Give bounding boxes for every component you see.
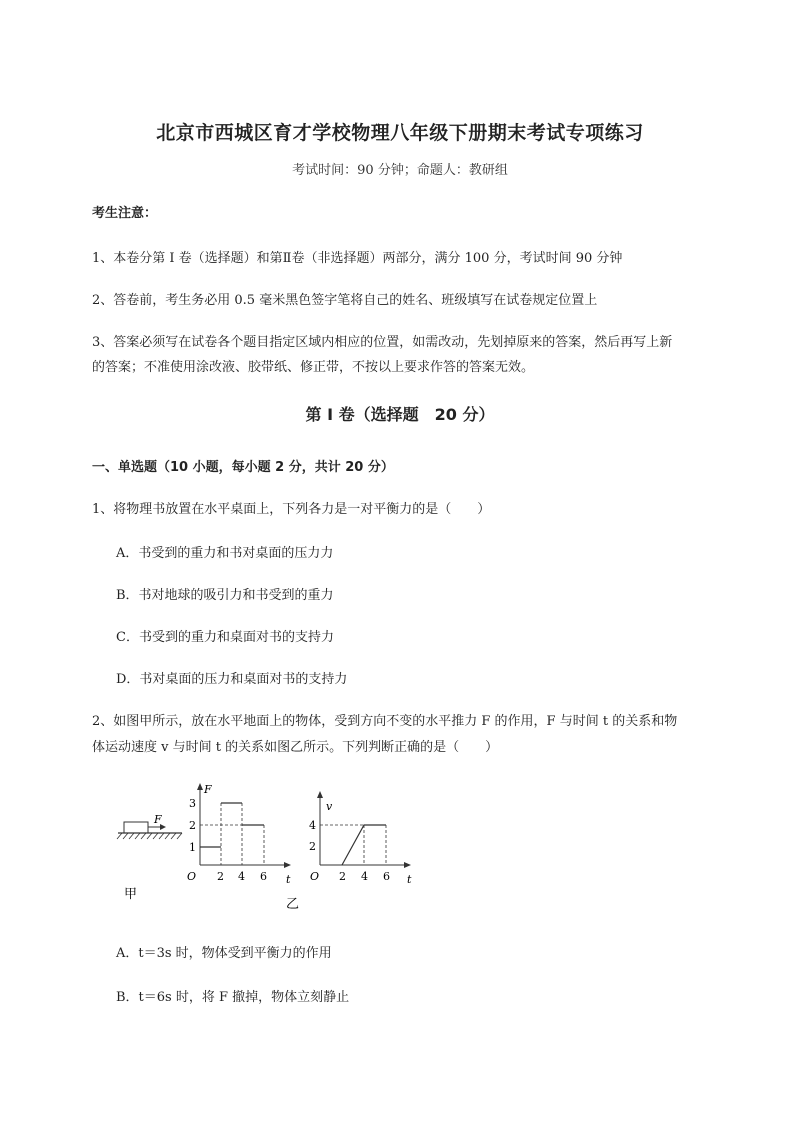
ft-y-label: F xyxy=(204,783,212,796)
vt-origin: O xyxy=(310,870,320,883)
option-d: D．书对桌面的压力和桌面对书的支持力 xyxy=(116,672,348,687)
exam-subtitle: 考试时间：90 分钟；命题人：教研组 xyxy=(292,163,508,178)
option-c: C．书受到的重力和桌面对书的支持力 xyxy=(116,630,334,645)
vt-x-tick: 4 xyxy=(361,870,368,883)
section-title: 第 I 卷（选择题 20 分） xyxy=(305,405,495,424)
question-stem: 1、将物理书放置在水平桌面上，下列各力是一对平衡力的是（ ） xyxy=(92,502,491,517)
figure-label-yi: 乙 xyxy=(286,897,300,912)
notice-item: 3、答案必须写在试卷各个题目指定区域内相应的位置，如需改动，先划掉原来的答案，然后再写上新 xyxy=(92,335,673,350)
vt-y-tick: 4 xyxy=(309,819,316,832)
option-b: B．t＝6s 时，将 F 撤掉，物体立刻静止 xyxy=(116,990,350,1005)
vt-graph xyxy=(286,791,412,912)
vt-x-label: t xyxy=(407,873,412,886)
ft-y-tick: 2 xyxy=(189,819,196,832)
ft-x-tick: 6 xyxy=(260,870,267,883)
notice-item: 2、答卷前，考生务必用 0.5 毫米黑色签字笔将自己的姓名、班级填写在试卷规定位置上 xyxy=(92,293,598,308)
option-b: B．书对地球的吸引力和书受到的重力 xyxy=(116,588,334,603)
ft-x-tick: 2 xyxy=(217,870,224,883)
vt-y-tick: 2 xyxy=(309,840,316,853)
figure-jia xyxy=(117,813,182,902)
page-title: 北京市西城区育才学校物理八年级下册期末考试专项练习 xyxy=(156,122,644,144)
vt-x-tick: 6 xyxy=(383,870,390,883)
question-figure xyxy=(110,780,430,915)
option-a: A．书受到的重力和书对桌面的压力力 xyxy=(116,546,334,561)
figure-label-jia: 甲 xyxy=(124,887,138,902)
notice-item-continued: 的答案；不准使用涂改液、胶带纸、修正带，不按以上要求作答的答案无效。 xyxy=(92,360,535,375)
question-stem-continued: 体运动速度 v 与时间 t 的关系如图乙所示。下列判断正确的是（ ） xyxy=(92,740,499,755)
ft-x-label: t xyxy=(286,873,291,886)
ft-x-tick: 4 xyxy=(238,870,245,883)
ft-y-tick: 3 xyxy=(189,797,196,810)
force-label: F xyxy=(154,813,162,826)
ft-y-tick: 1 xyxy=(189,841,196,854)
ft-origin: O xyxy=(187,870,197,883)
option-a: A．t＝3s 时，物体受到平衡力的作用 xyxy=(116,946,332,961)
notice-heading: 考生注意： xyxy=(92,206,158,221)
vt-y-label: v xyxy=(326,800,333,813)
question-group-heading: 一、单选题（10 小题，每小题 2 分，共计 20 分） xyxy=(92,460,394,475)
ft-graph xyxy=(187,783,291,886)
question-stem: 2、如图甲所示，放在水平地面上的物体，受到方向不变的水平推力 F 的作用，F 与时间 t 的关系和物 xyxy=(92,714,678,729)
notice-item: 1、本卷分第 I 卷（选择题）和第Ⅱ卷（非选择题）两部分，满分 100 分，考试时间 90 分钟 xyxy=(92,251,623,266)
vt-x-tick: 2 xyxy=(339,870,346,883)
